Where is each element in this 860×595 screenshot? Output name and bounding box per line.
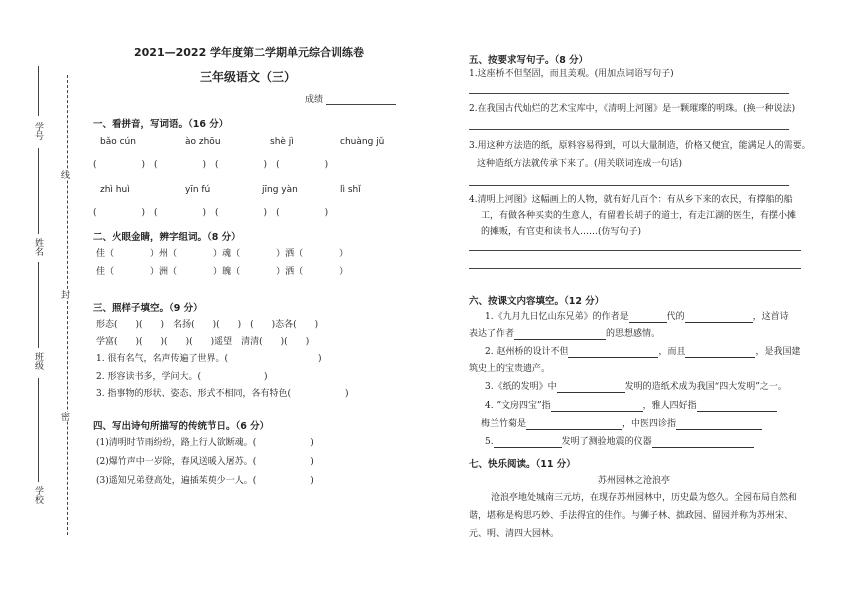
pinyin-6: yīn fú (185, 185, 211, 195)
fill-text: 5. (485, 437, 494, 447)
char: 洒 (285, 267, 295, 277)
pinyin-8: lì shǐ (340, 185, 361, 195)
class-label: 班级 (33, 352, 43, 370)
blank[interactable] (676, 419, 762, 430)
festival-item-3[interactable]: (3)遥知兄弟登高处，遍插茱萸少一人。( ) (96, 476, 314, 486)
fill-text: 4. ”文房四宝”指 (485, 401, 551, 411)
binding-dashed-line (67, 75, 68, 535)
section6-title: 六、按课文内容填空。（12 分） (469, 296, 605, 307)
idiom-row-1[interactable]: 形态( )( ) 名扬( )( ) ( )态各( ) (96, 320, 319, 330)
section4-title: 四、写出诗句所描写的传统节日。（6 分） (93, 421, 270, 432)
section5-title: 五、按要求写句子。（8 分） (469, 55, 589, 66)
section2-title: 二、火眼金睛，辨字组词。（8 分） (93, 232, 241, 243)
char: 佳 (96, 267, 106, 277)
blank[interactable] (652, 437, 754, 448)
school-field[interactable] (38, 378, 39, 482)
fill-text: 代的 (666, 312, 685, 322)
blank[interactable] (697, 401, 777, 412)
fill-text: 发明的造纸术成为我国“四大发明”之一。 (624, 382, 787, 392)
blank[interactable] (568, 347, 658, 358)
section5-q1: 1.这座桥不但坚固，而且美观。(用加点词语写句子) (469, 69, 674, 79)
answer-line[interactable] (469, 129, 789, 130)
idiom-row-2[interactable]: 学富( )( )( )( )遥望 清清( )( ) (96, 337, 310, 347)
pinyin-7: jīng yàn (262, 185, 298, 195)
idiom-text: 清清 (241, 337, 260, 347)
student-number-label: 学号 (33, 122, 43, 140)
festival-item-2[interactable]: (2)爆竹声中一岁除，春风送暖入屠苏。( ) (96, 457, 314, 467)
fill-text: 梅兰竹菊是 (481, 419, 527, 429)
idiom-text: 学富 (96, 337, 115, 347)
section5-q4c: 的摊贩，有官吏和读书人……(仿写句子) (481, 227, 642, 237)
section5-q3b: 这种造纸方法就传承下来了。(用关联词连成一句话) (477, 159, 683, 169)
idiom-text: 形态 (96, 320, 115, 330)
item-text: 3. 指事物的形状、姿态、形式不相同，各有特色( (96, 389, 291, 399)
fill-line-3[interactable] (485, 381, 787, 393)
section5-q3a: 3.用这种方法造的纸，原料容易得到，可以大量制造，价格又便宜，能满足人的需要。 (469, 141, 811, 151)
section3-item-3[interactable]: 3. 指事物的形状、姿态、形式不相同，各有特色( ) (96, 389, 349, 399)
exam-title: 2021—2022 学年度第二学期单元综合训练卷 (134, 46, 365, 59)
blank[interactable] (685, 312, 753, 323)
idiom-text: 名扬 (173, 320, 192, 330)
fill-text: 发明了测验地震的仪器 (561, 437, 652, 447)
class-field[interactable] (38, 262, 39, 348)
section3-item-1[interactable]: 1. 很有名气，名声传遍了世界。( ) (96, 354, 322, 364)
answer-row-1[interactable]: ( ) ( ) ( ) ( ) (93, 160, 329, 170)
char: 魄 (222, 267, 232, 277)
passage-line-1: 沧浪亭地处城南三元坊，在现存苏州园林中，历史最为悠久。全园布局自然和 (491, 493, 798, 503)
passage-line-2: 谐，堪称是构思巧妙、手法得宜的佳作。与狮子林、拙政园、留园并称为苏州宋、 (469, 511, 794, 521)
seal-char-feng: 封 (59, 290, 69, 299)
blank[interactable] (557, 382, 625, 393)
passage-line-3: 元、明、清四大园林。 (469, 529, 560, 539)
pinyin-4: chuàng jǔ (340, 137, 385, 147)
char: 洒 (285, 249, 295, 259)
score-field[interactable] (326, 104, 396, 105)
item-text: (1)清明时节雨纷纷，路上行人欲断魂。( (96, 438, 257, 448)
student-number-field[interactable] (38, 66, 39, 116)
fill-text: 2. 赵州桥的设计不但 (485, 347, 569, 357)
pinyin-1: bǎo cún (100, 137, 136, 147)
festival-item-1[interactable]: (1)清明时节雨纷纷，路上行人欲断魂。( ) (96, 438, 314, 448)
section5-q4b: 工，有做各种买卖的生意人，有留着长胡子的道士，有走江湖的医生，有摆小摊 (481, 211, 797, 221)
char: 洲 (159, 267, 169, 277)
idiom-text: 遥望 (214, 337, 233, 347)
fill-line-2[interactable] (485, 346, 800, 358)
exam-subtitle: 三年级语文（三） (200, 70, 297, 84)
section1-title: 一、看拼音，写词语。（16 分） (93, 119, 229, 130)
seal-char-xian: 线 (59, 170, 69, 179)
fill-text: ，这首诗 (752, 312, 789, 322)
char: 佳 (96, 249, 106, 259)
blank[interactable] (685, 347, 755, 358)
item-text: 2. 形容读书多，学问大。( (96, 372, 201, 382)
fill-line-5[interactable] (485, 436, 754, 448)
name-label: 姓名 (33, 238, 43, 256)
passage-title: 苏州园林之沧浪亭 (598, 476, 671, 486)
fill-text: 3.《纸的发明》中 (485, 382, 557, 392)
item-text: (2)爆竹声中一岁除，春风送暖入屠苏。( (96, 457, 257, 467)
fill-line-1b[interactable] (469, 328, 660, 340)
fill-text: ，而且 (658, 347, 686, 357)
blank[interactable] (526, 419, 622, 430)
answer-line[interactable] (469, 250, 801, 251)
score-label: 成绩 (305, 95, 324, 105)
section3-title: 三、照样子填空。（9 分） (93, 303, 203, 314)
fill-text: 的思想感情。 (606, 329, 661, 339)
char-row-2[interactable]: 佳（ ）洲（ ）魄（ ）洒（ ） (96, 267, 349, 277)
pinyin-3: shè jì (270, 137, 294, 147)
char: 州 (159, 249, 169, 259)
school-label: 学校 (33, 486, 43, 504)
fill-line-4[interactable] (485, 400, 777, 412)
idiom-text: 态各 (275, 320, 294, 330)
section5-q4a: 4.清明上河图》这幅画上的人物，就有好几百个：有从乡下来的农民，有撑船的船 (469, 195, 793, 205)
item-text: (3)遥知兄弟登高处，遍插茱萸少一人。( (96, 476, 257, 486)
section5-q2: 2.在我国古代灿烂的艺术宝库中，《清明上河图》是一颗璀璨的明珠。(换一种说法) (469, 104, 796, 114)
fill-line-4b[interactable] (481, 418, 762, 430)
seal-char-mi: 密 (59, 412, 69, 421)
pinyin-5: zhì huì (100, 185, 130, 195)
item-text: 1. 很有名气，名声传遍了世界。( (96, 354, 228, 364)
answer-line[interactable] (469, 93, 789, 94)
fill-text: ，中医四诊指 (622, 419, 677, 429)
fill-line-2b: 筑史上的宝贵遗产。 (469, 364, 551, 374)
section7-title: 七、快乐阅读。（11 分） (469, 459, 576, 470)
char: 魂 (222, 249, 232, 259)
char-row-1[interactable]: 佳（ ）州（ ）魂（ ）洒（ ） (96, 249, 349, 259)
fill-text: 1.《九月九日忆山东兄弟》的作者是 (485, 312, 629, 322)
section3-item-2[interactable]: 2. 形容读书多，学问大。( ) (96, 372, 268, 382)
fill-text: ，雅人四好指 (642, 401, 697, 411)
answer-row-2[interactable]: ( ) ( ) ( ) ( ) (93, 208, 329, 218)
name-field[interactable] (38, 148, 39, 234)
answer-line[interactable] (469, 185, 789, 186)
fill-text: 表达了作者 (469, 329, 515, 339)
blank[interactable] (551, 401, 643, 412)
fill-text: ，是我国建 (755, 347, 801, 357)
pinyin-2: ào zhōu (185, 137, 221, 147)
fill-line-1[interactable] (485, 311, 789, 323)
blank[interactable] (629, 312, 667, 323)
blank[interactable] (494, 437, 562, 448)
answer-line[interactable] (469, 268, 801, 269)
blank[interactable] (514, 329, 606, 340)
